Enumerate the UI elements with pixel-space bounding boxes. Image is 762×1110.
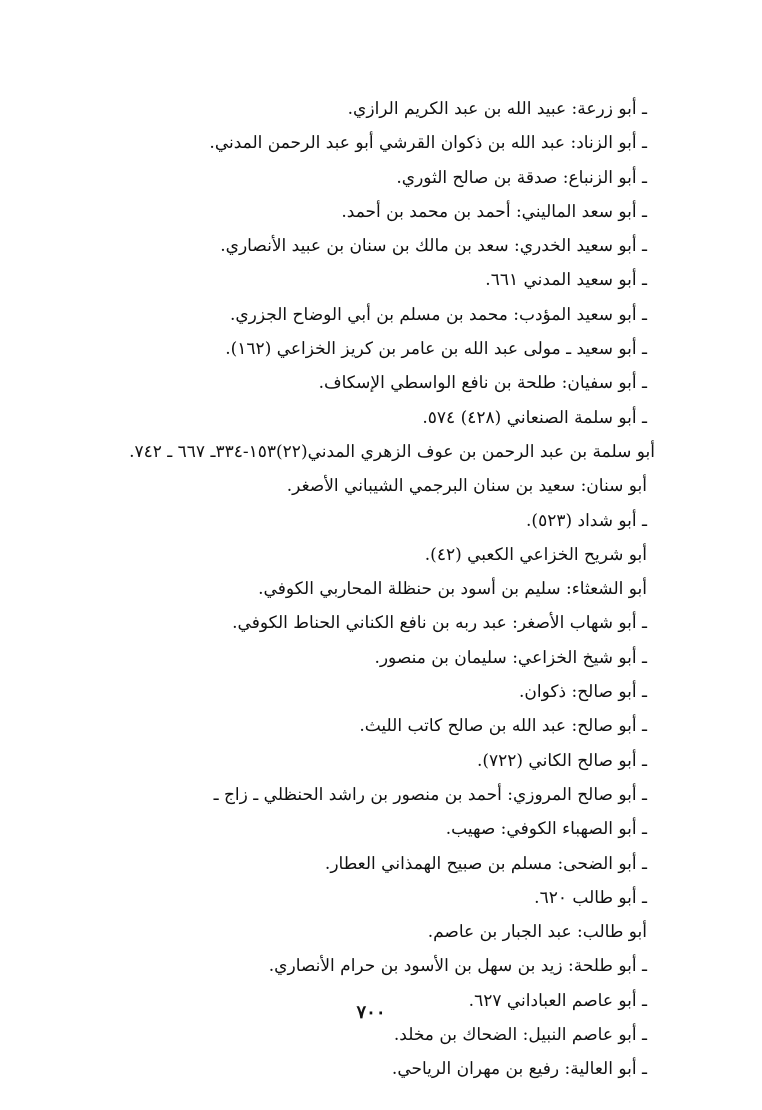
index-entry: ـ أبو الزناد: عبد الله بن ذكوان القرشي أبو عبد الرحمن المدني. xyxy=(209,133,647,154)
index-entry: ـ أبو سعيد ـ مولى عبد الله بن عامر بن كريز الخزاعي (١٦٢). xyxy=(225,339,647,360)
index-entry: أبو سنان: سعيد بن سنان البرجمي الشيباني الأصغر. xyxy=(286,476,647,497)
index-entry: ـ أبو الضحى: مسلم بن صبيح الهمذاني العطار. xyxy=(324,853,647,874)
index-entry: ـ أبو الزنباع: صدقة بن صالح الثوري. xyxy=(396,167,647,188)
index-entry: ـ أبو سعيد المؤدب: محمد بن مسلم بن أبي الوضاح الجزري. xyxy=(229,304,647,325)
index-entry: أبو طالب: عبد الجبار بن عاصم. xyxy=(427,922,647,943)
index-entries xyxy=(87,92,655,1087)
index-entry: ـ أبو العالية: رفيع بن مهران الرياحي. xyxy=(391,1059,647,1080)
index-entry: ـ أبو شيخ الخزاعي: سليمان بن منصور. xyxy=(374,647,647,668)
index-entry: ـ أبو طالب ٦٢٠. xyxy=(534,887,647,908)
index-entry: أبو الشعثاء: سليم بن أسود بن حنظلة المحاربي الكوفي. xyxy=(258,579,647,600)
index-entry: ـ أبو سعيد الخدري: سعد بن مالك بن سنان بن عبيد الأنصاري. xyxy=(220,236,647,257)
index-entry: ـ أبو صالح: عبد الله بن صالح كاتب الليث. xyxy=(359,716,647,737)
index-entry: ـ أبو شداد (٥٢٣). xyxy=(526,510,647,531)
index-entry: ـ أبو صالح الكاني (٧٢٢). xyxy=(476,750,647,771)
index-entry: ـ أبو سلمة الصنعاني (٤٢٨) ٥٧٤. xyxy=(422,407,647,428)
index-entry: ـ أبو سعد الماليني: أحمد بن محمد بن أحمد. xyxy=(341,201,647,222)
index-entry: ـ أبو سعيد المدني ٦٦١. xyxy=(485,270,647,291)
index-entry: ـ أبو سفيان: طلحة بن نافع الواسطي الإسكاف. xyxy=(318,373,647,394)
index-entry: أبو شريح الخزاعي الكعبي (٤٢). xyxy=(424,544,647,565)
page-number: ٧٠٠ xyxy=(356,1002,386,1023)
index-entry: أبو سلمة بن عبد الرحمن بن عوف الزهري المدني(٢٢)١٥٣-٣٣٤ـ ٦٦٧ ـ ٧٤٢. xyxy=(129,441,655,462)
index-entry: ـ أبو طلحة: زيد بن سهل بن الأسود بن حرام الأنصاري. xyxy=(268,956,647,977)
index-entry: ـ أبو صالح المروزي: أحمد بن منصور بن راشد الحنظلي ـ زاج ـ xyxy=(213,784,647,805)
index-entry: ـ أبو زرعة: عبيد الله بن عبد الكريم الرازي. xyxy=(347,99,647,119)
index-entry: ـ أبو عاصم العباداني ٦٢٧. xyxy=(468,990,647,1011)
index-entry: ـ أبو شهاب الأصغر: عبد ربه بن نافع الكناني الحناط الكوفي. xyxy=(232,613,647,634)
index-entry: ـ أبو صالح: ذكوان. xyxy=(519,682,647,703)
index-entry: ـ أبو الصهباء الكوفي: صهيب. xyxy=(445,819,647,840)
index-entry: ـ أبو عاصم النبيل: الضحاك بن مخلد. xyxy=(393,1025,647,1046)
